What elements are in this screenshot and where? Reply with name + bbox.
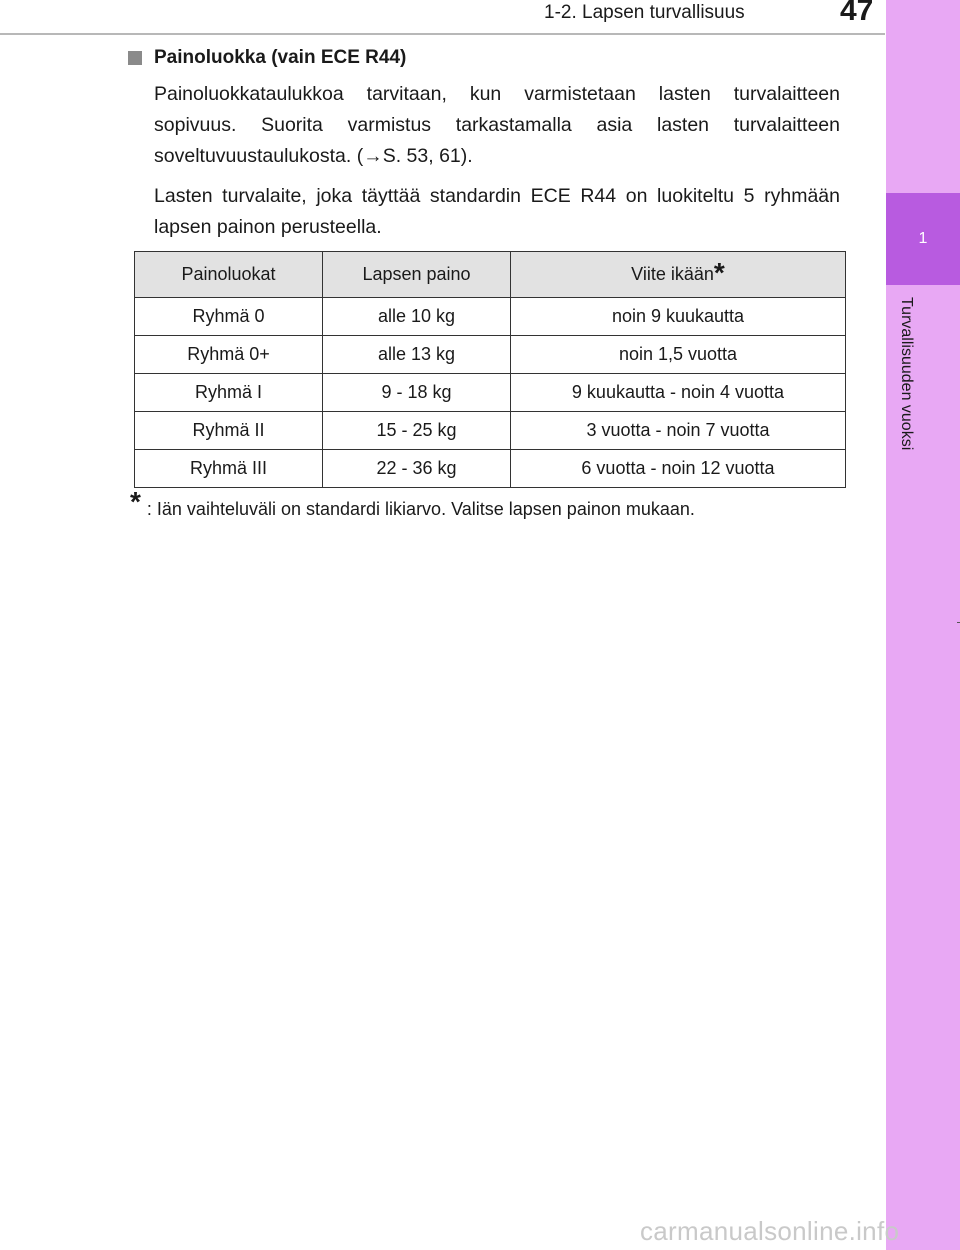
paragraph-classification: Lasten turvalaite, joka täyttää standardin ECE R44 on luokiteltu 5 ryhmään lapsen painon perusteella. [154,185,840,238]
footnote-marker: * [713,257,725,288]
cell-age: 6 vuotta - noin 12 vuotta [511,450,846,488]
chapter-tab[interactable] [886,193,960,285]
paragraph-intro: Painoluokkataulukkoa tarvitaan, kun varmistetaan lasten turvalaitteen sopivuus. Suorita varmistus tarkastamalla asia lasten turvalaitteen soveltuvuustaulukosta. (→S. 53, 61). [154,83,840,167]
footnote [130,486,695,526]
cell-group: Ryhmä II [135,412,323,450]
table-row [135,298,846,336]
side-strip [886,0,960,1250]
cell-weight: alle 13 kg [323,336,511,374]
footnote-star: * [130,486,141,517]
page-number: 47 [840,0,874,27]
cell-age: 3 vuotta - noin 7 vuotta [511,412,846,450]
cell-group: Ryhmä 0+ [135,336,323,374]
running-header: 1-2. Lapsen turvallisuus [544,2,745,23]
header-child-weight: Lapsen paino [323,252,511,298]
weight-class-table [134,251,846,488]
header-divider [0,33,885,35]
cell-group: Ryhmä 0 [135,298,323,336]
watermark: carmanualsonline.info [640,1216,900,1246]
table-header-row [135,252,846,298]
cell-age: noin 1,5 vuotta [511,336,846,374]
header-reference-age-label: Viite ikään [631,264,714,284]
section-heading [128,44,840,72]
chapter-label: Turvallisuuden vuoksi [898,297,915,451]
square-bullet-icon [128,51,142,65]
cell-weight: 22 - 36 kg [323,450,511,488]
table-row [135,374,846,412]
cell-age: noin 9 kuukautta [511,298,846,336]
section-weight-class [128,44,840,243]
section-title: Painoluokka (vain ECE R44) [154,47,407,68]
chapter-number: 1 [918,230,928,247]
table-row [135,412,846,450]
cell-weight: 9 - 18 kg [323,374,511,412]
cell-age: 9 kuukautta - noin 4 vuotta [511,374,846,412]
cell-weight: 15 - 25 kg [323,412,511,450]
header-weight-class: Painoluokat [135,252,323,298]
cell-group: Ryhmä III [135,450,323,488]
table-row [135,336,846,374]
cell-group: Ryhmä I [135,374,323,412]
footnote-text: : Iän vaihteluväli on standardi likiarvo. Valitse lapsen painon mukaan. [146,499,695,519]
table-row [135,450,846,488]
cell-weight: alle 10 kg [323,298,511,336]
header-reference-age [511,252,846,298]
